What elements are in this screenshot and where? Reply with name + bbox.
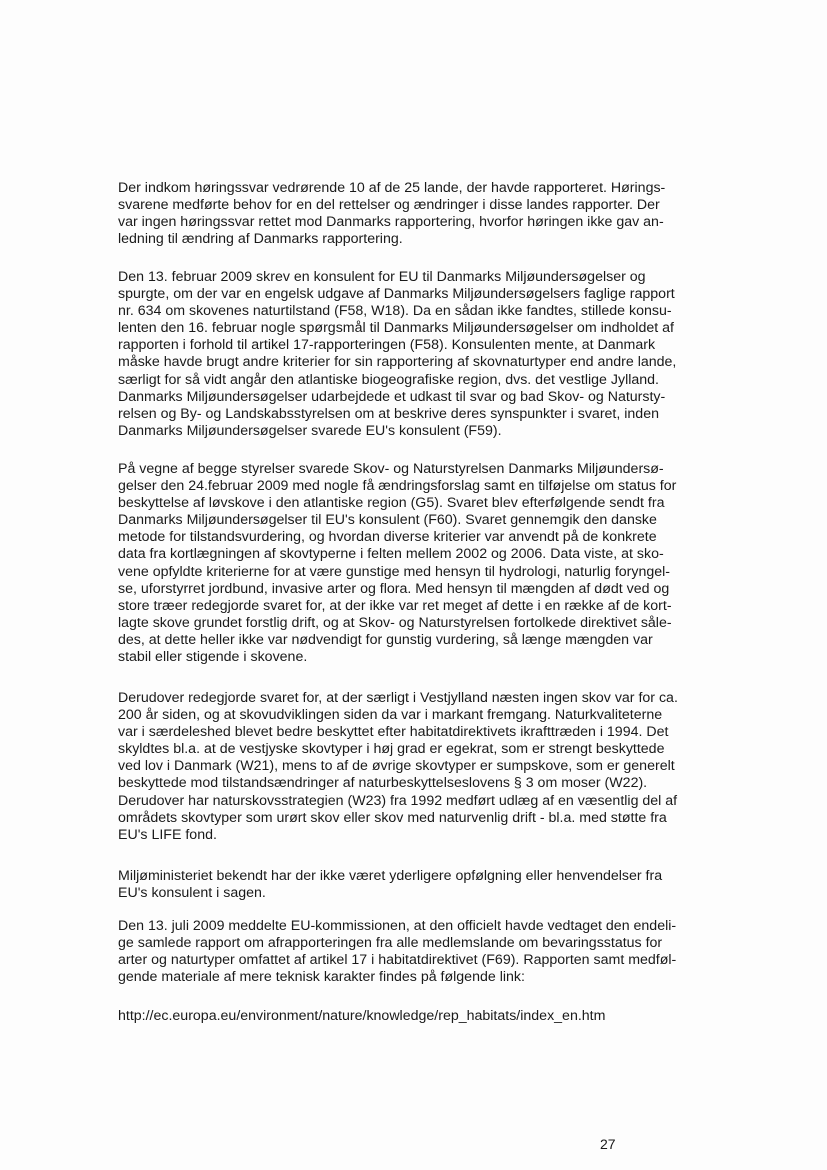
paragraph-line: måske havde brugt andre kriterier for sin rapportering af skovnaturtyper end andre lande, — [118, 354, 677, 371]
paragraph-line: ledning til ændring af Danmarks rapportering. — [118, 231, 403, 248]
paragraph-line: var ingen høringssvar rettet mod Danmarks rapportering, hvorfor høringen ikke gav an- — [118, 214, 664, 231]
paragraph-west-jutland-forests — [118, 690, 703, 844]
paragraph-line: rapporten i forhold til artikel 17-rapporteringen (F58). Konsulenten mente, at Danmark — [118, 337, 656, 354]
paragraph-link — [118, 1008, 703, 1025]
paragraph-line: gelser den 24.februar 2009 med nogle få ændringsforslag samt en tilføjelse om status for — [118, 478, 677, 495]
paragraph-line: se, uforstyrret jordbund, invasive arter og flora. Med hensyn til mængden af dødt ved og — [118, 580, 670, 597]
report-url-link[interactable]: http://ec.europa.eu/environment/nature/knowledge/rep_habitats/index_en.htm — [118, 1008, 606, 1024]
paragraph-commission-adoption — [118, 918, 703, 986]
paragraph-hearing-responses — [118, 180, 703, 248]
paragraph-line: store træer redegjorde svaret for, at der ikke var ret meget af dette i en række af de kort- — [118, 597, 672, 614]
paragraph-line: stabil eller stigende i skovene. — [118, 649, 308, 666]
paragraph-line: områdets skovtyper som urørt skov eller skov med naturvenlig drift - bl.a. med støtte fra — [118, 809, 667, 826]
paragraph-line: spurgte, om der var en engelsk udgave af Danmarks Miljøundersøgelsers faglige rapport — [118, 286, 675, 303]
paragraph-line: 200 år siden, og at skovudviklingen siden da var i markant fremgang. Naturkvaliteterne — [118, 707, 663, 724]
paragraph-line: relsen og By- og Landskabsstyrelsen om at beskrive deres synspunkter i svaret, inden — [118, 405, 659, 422]
paragraph-line: nr. 634 om skovenes naturtilstand (F58, W18). Da en sådan ikke fandtes, stillede konsu- — [118, 303, 672, 320]
paragraph-line: Den 13. juli 2009 meddelte EU-kommissionen, at den officielt havde vedtaget den endeli- — [118, 918, 677, 934]
paragraph-line: særligt for så vidt angår den atlantiske biogeografiske region, dvs. det vestlige Jylland. — [118, 371, 659, 388]
paragraph-line: På vegne af begge styrelser svarede Skov- og Naturstyrelsen Danmarks Miljøundersø- — [118, 461, 664, 477]
paragraph-line: EU's konsulent i sagen. — [118, 885, 266, 902]
paragraph-line: skyldtes bl.a. at de vestjyske skovtyper i høj grad er egekrat, som er strengt beskyttede — [118, 741, 665, 758]
paragraph-line: Danmarks Miljøundersøgelser svarede EU's konsulent (F59). — [118, 422, 502, 439]
paragraph-line: lenten den 16. februar nogle spørgsmål til Danmarks Miljøundersøgelser om indholdet af — [118, 320, 674, 337]
paragraph-line: beskyttelse af løvskove i den atlantiske region (G5). Svaret blev efterfølgende sendt fra — [118, 495, 665, 512]
paragraph-line: Derudover redegjorde svaret for, at der særligt i Vestjylland næsten ingen skov var for ca. — [118, 690, 678, 706]
paragraph-line: ge samlede rapport om afrapporteringen fra alle medlemslande om bevaringsstatus for — [118, 935, 663, 952]
paragraph-line: des, at dette heller ikke var nødvendigt for gunstig vurdering, så længe mængden var — [118, 631, 653, 648]
paragraph-line: vene opfyldte kriterierne for at være gunstige med hensyn til hydrologi, naturlig foryngel- — [118, 563, 671, 580]
paragraph-line: data fra kortlægningen af skovtyperne i felten mellem 2002 og 2006. Data viste, at sko- — [118, 546, 664, 563]
paragraph-line: EU's LIFE fond. — [118, 826, 217, 843]
paragraph-line: Danmarks Miljøundersøgelser udarbejdede et udkast til svar og bad Skov- og Natursty- — [118, 388, 666, 405]
paragraph-line: metode for tilstandsvurdering, og hvordan diverse kriterier var anvendt på de konkrete — [118, 529, 657, 546]
paragraph-line: Danmarks Miljøundersøgelser til EU's konsulent (F60). Svaret gennemgik den danske — [118, 512, 657, 529]
paragraph-no-further-followup — [118, 868, 703, 902]
paragraph-line: svarene medførte behov for en del rettelser og ændringer i disse landes rapporter. Der — [118, 197, 660, 214]
page-number: 27 — [600, 1136, 616, 1152]
paragraph-line: gende materiale af mere teknisk karakter findes på følgende link: — [118, 969, 525, 986]
paragraph-line: ved lov i Danmark (W21), mens to af de øvrige skovtyper er sumpskove, som er generelt — [118, 758, 675, 775]
paragraph-line: Den 13. februar 2009 skrev en konsulent for EU til Danmarks Miljøundersøgelser og — [118, 269, 646, 285]
paragraph-line: beskyttede mod tilstandsændringer af naturbeskyttelseslovens § 3 om moser (W22). — [118, 775, 648, 792]
paragraph-agency-response — [118, 461, 703, 666]
paragraph-line: var i særdeleshed blevet bedre beskyttet efter habitatdirektivets ikrafttræden i 1994. Det — [118, 724, 669, 741]
paragraph-line: lagte skove grundet forstlig drift, og at Skov- og Naturstyrelsen fortolkede direktivet såle- — [118, 614, 672, 631]
paragraph-line: Miljøministeriet bekendt har der ikke været yderligere opfølgning eller henvendelser fra — [118, 868, 663, 884]
paragraph-line: arter og naturtyper omfattet af artikel 17 i habitatdirektivet (F69). Rapporten samt medføl- — [118, 952, 677, 969]
paragraph-eu-consultant-inquiry — [118, 269, 703, 440]
paragraph-line: Der indkom høringssvar vedrørende 10 af de 25 lande, der havde rapporteret. Hørings- — [118, 180, 666, 196]
paragraph-line: Derudover har naturskovsstrategien (W23) fra 1992 medført udlæg af en væsentlig del af — [118, 792, 678, 809]
